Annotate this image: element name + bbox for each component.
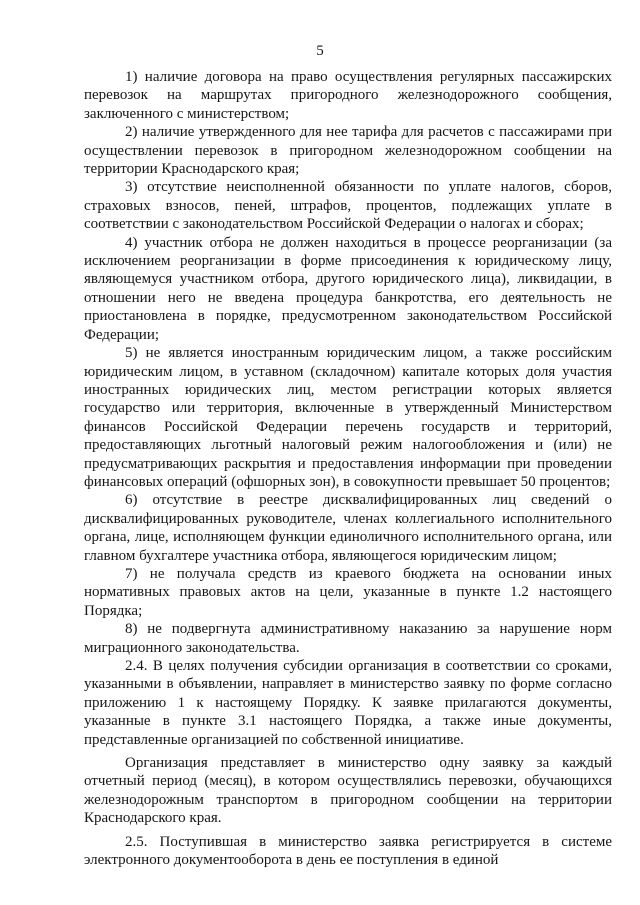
paragraph-application-period: Организация представляет в министерство одну заявку за каждый отчетный период (месяц), в котором осуществлялись перевозки, обучающихся железнодорожным транспортом в пригородном сообщении на территории Краснодарского края. [84, 755, 612, 827]
paragraph-requirement-8: 8) не подвергнута административному наказанию за нарушение норм миграционного законодательства. [84, 621, 612, 656]
paragraph-requirement-6: 6) отсутствие в реестре дисквалифицированных лиц сведений о дисквалифицированных руководителе, членах коллегиального исполнительного органа, лице, исполняющем функции единоличного исполнительного органа, или главном бухгалтере участника отбора, являющегося юридическим лицом; [84, 492, 612, 564]
paragraph-requirement-1: 1) наличие договора на право осуществления регулярных пассажирских перевозок на маршрутах пригородного железнодорожного сообщения, заключенного с министерством; [84, 69, 612, 122]
paragraph-requirement-5: 5) не является иностранным юридическим лицом, а также российским юридическим лицом, в уставном (складочном) капитале которых доля участия иностранных юридических лиц, местом регистрации которых является государство или территория, включенные в утвержденный Министерством финансов Российской Федерации перечень государств и территорий, предоставляющих льготный налоговый режим налогообложения и (или) не предусматривающих раскрытия и предоставления информации при проведении финансовых операций (офшорных зон), в совокупности превышает 50 процентов; [84, 345, 612, 490]
paragraph-requirement-2: 2) наличие утвержденного для нее тарифа для расчетов с пассажирами при осуществлении перевозок в пригородном железнодорожном сообщении на территории Краснодарского края; [84, 124, 612, 178]
paragraph-section-2-4: 2.4. В целях получения субсидии организация в соответствии со сроками, указанными в объявлении, направляет в министерство заявку по форме согласно приложению 1 к настоящему Порядку. К заявке прилагаются документы, указанные в пункте 3.1 настоящего Порядка, а также иные документы, представленные организацией по собственной инициативе. [84, 658, 612, 748]
paragraph-requirement-3: 3) отсутствие неисполненной обязанности по уплате налогов, сборов, страховых взносов, пеней, штрафов, процентов, подлежащих уплате в соответствии с законодательством Российской Федерации о налогах и сборах; [84, 179, 612, 233]
document-body [84, 68, 612, 869]
paragraph-requirement-7: 7) не получала средств из краевого бюджета на основании иных нормативных правовых актов на цели, указанные в пункте 1.2 настоящего Порядка; [84, 565, 612, 619]
page-number: 5 [316, 43, 324, 59]
paragraph-section-2-5: 2.5. Поступившая в министерство заявка регистрируется в системе электронного документооборота в день ее поступления в единой [84, 833, 612, 869]
paragraph-requirement-4: 4) участник отбора не должен находиться в процессе реорганизации (за исключением реорганизации в форме присоединения к юридическому лицу, являющемуся участником отбора, другого юридического лица), ликвидации, в отношении него не введена процедура банкротства, его деятельность не приостановлена в порядке, предусмотренном законодательством Российской Федерации; [84, 234, 612, 343]
